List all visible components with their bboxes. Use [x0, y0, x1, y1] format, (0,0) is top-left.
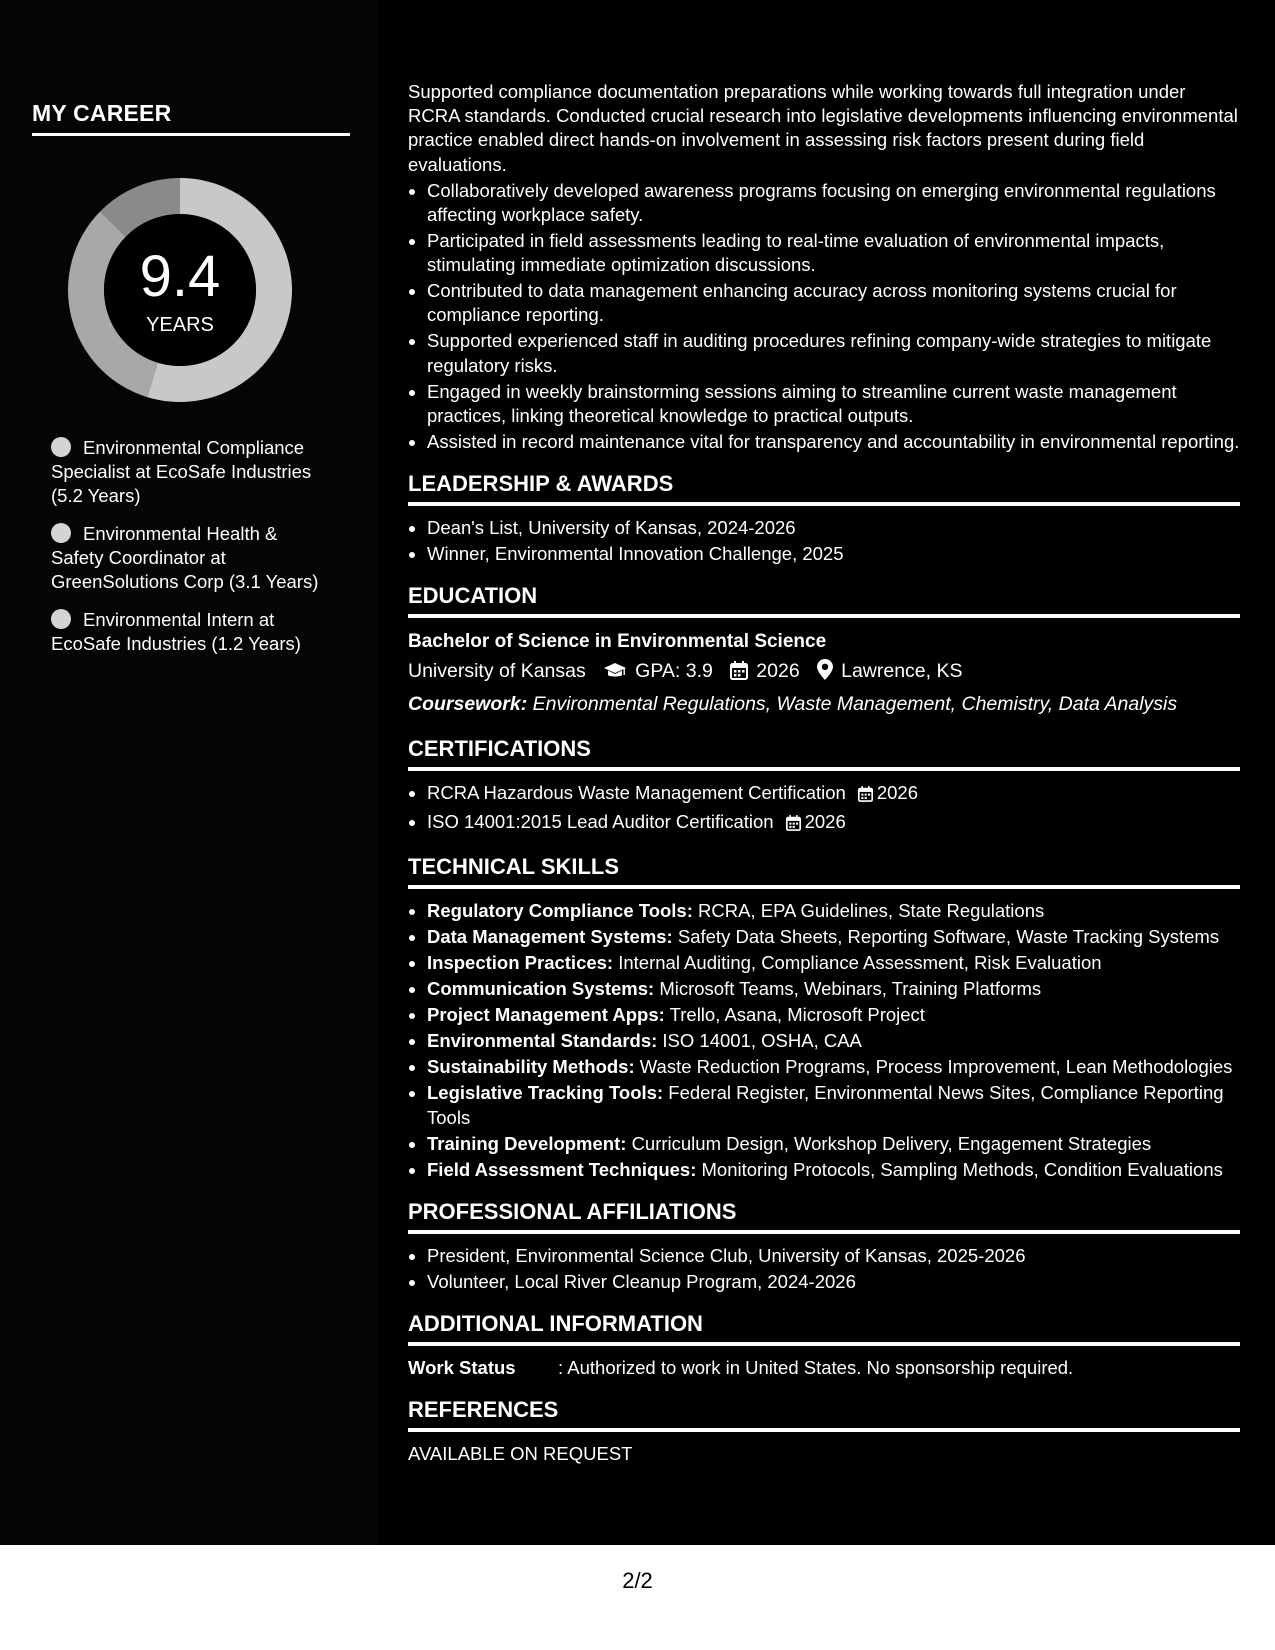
- calendar-icon: [858, 784, 873, 808]
- coursework-list: Environmental Regulations, Waste Management, Chemistry, Data Analysis: [532, 693, 1178, 716]
- career-years-donut: [66, 176, 294, 404]
- certification-item: [427, 810, 1240, 837]
- career-item-label: Environmental Compliance Specialist at EcoSafe Industries (5.2 Years): [51, 437, 312, 506]
- education-section-title: EDUCATION: [408, 582, 1240, 618]
- skill-value: Safety Data Sheets, Reporting Software, Waste Tracking Systems: [677, 926, 1220, 948]
- career-item: [51, 608, 331, 656]
- experience-summary: Supported compliance documentation preparations while working towards full integration under RCRA standards. Conducted crucial research into legislative developments influencing environmental practice enabled direct hands-on involvement in assessing risk factors present during field evaluations.: [408, 81, 1238, 175]
- skill-value: Monitoring Protocols, Sampling Methods, Condition Evaluations: [701, 1158, 1223, 1180]
- total-years-value: 9.4: [139, 244, 221, 309]
- page-number: 2/2: [622, 1568, 653, 1593]
- school-name: University of Kansas: [408, 660, 586, 683]
- career-item: [51, 436, 331, 508]
- skill-value: Microsoft Teams, Webinars, Training Platforms: [659, 978, 1042, 1000]
- award-item: • Winner, Environmental Innovation Challenge, 2025: [427, 542, 1240, 566]
- skill-value: Trello, Asana, Microsoft Project: [669, 1004, 925, 1026]
- graduation-year: 2026: [756, 660, 800, 683]
- skill-item: [427, 977, 1240, 1001]
- sidebar: [0, 0, 378, 1545]
- skill-item: [427, 1132, 1240, 1156]
- skills-list: [408, 899, 1240, 1181]
- experience-bullet: • Assisted in record maintenance vital for transparency and accountability in environmental reporting.: [427, 430, 1240, 454]
- skill-item: [427, 899, 1240, 923]
- work-status-value: : Authorized to work in United States. No sponsorship required.: [558, 1357, 1074, 1379]
- award-item: • Dean's List, University of Kansas, 2024-2026: [427, 516, 1240, 540]
- skills-section-title: TECHNICAL SKILLS: [408, 853, 1240, 889]
- certification-name: RCRA Hazardous Waste Management Certification: [427, 782, 846, 804]
- skill-value: ISO 14001, OSHA, CAA: [662, 1030, 862, 1052]
- experience-bullet: • Engaged in weekly brainstorming sessions aiming to streamline current waste management practices, linking theoretical knowledge to practical outputs.: [427, 380, 1240, 428]
- skill-label: Training Development:: [427, 1132, 627, 1154]
- skill-label: Field Assessment Techniques:: [427, 1158, 697, 1180]
- coursework: [408, 689, 1240, 719]
- certification-item: [427, 781, 1240, 808]
- additional-info-section-title: ADDITIONAL INFORMATION: [408, 1310, 1240, 1346]
- skill-item: [427, 1029, 1240, 1053]
- affiliations-list: [408, 1244, 1240, 1294]
- experience-bullet: • Supported experienced staff in auditing procedures refining company-wide strategies to mitigate regulatory risks.: [427, 329, 1240, 377]
- skill-label: Regulatory Compliance Tools:: [427, 900, 693, 922]
- coursework-label: Coursework:: [408, 693, 528, 716]
- skill-item: [427, 951, 1240, 975]
- career-item: [51, 522, 331, 594]
- skill-item: [427, 925, 1240, 949]
- skill-value: Federal Register, Environmental News Sites, Compliance Reporting Tools: [427, 1082, 1224, 1128]
- skill-item: [427, 1081, 1240, 1129]
- certifications-list: [408, 781, 1240, 837]
- experience-bullets: [408, 179, 1240, 454]
- affiliation-item: • President, Environmental Science Club, University of Kansas, 2025-2026: [427, 1244, 1240, 1268]
- bullet-dot-icon: [51, 609, 71, 629]
- gpa: GPA: 3.9: [635, 660, 713, 683]
- calendar-icon: [730, 659, 748, 689]
- career-item-label: Environmental Intern at EcoSafe Industries (1.2 Years): [51, 609, 301, 654]
- references-section-title: REFERENCES: [408, 1396, 1240, 1432]
- skill-label: Project Management Apps:: [427, 1004, 665, 1026]
- graduation-cap-icon: [603, 659, 627, 689]
- skill-label: Data Management Systems:: [427, 926, 673, 948]
- skill-value: RCRA, EPA Guidelines, State Regulations: [698, 900, 1045, 922]
- experience-bullet: • Contributed to data management enhancing accuracy across monitoring systems crucial for compliance reporting.: [427, 279, 1240, 327]
- skill-item: [427, 1158, 1240, 1182]
- leadership-list: [408, 516, 1240, 566]
- school-location: Lawrence, KS: [841, 660, 963, 683]
- experience-bullet: • Collaboratively developed awareness programs focusing on emerging environmental regulations affecting workplace safety.: [427, 179, 1240, 227]
- skill-item: [427, 1003, 1240, 1027]
- work-status-row: [408, 1356, 1240, 1380]
- references-text: AVAILABLE ON REQUEST: [408, 1443, 633, 1465]
- skill-value: Waste Reduction Programs, Process Improvement, Lean Methodologies: [639, 1056, 1233, 1078]
- work-status-label: Work Status: [408, 1357, 516, 1379]
- total-years-unit: YEARS: [146, 314, 214, 336]
- certifications-section-title: CERTIFICATIONS: [408, 735, 1240, 771]
- skill-value: Curriculum Design, Workshop Delivery, Engagement Strategies: [631, 1132, 1152, 1154]
- education-meta: [408, 656, 1240, 689]
- degree-title: Bachelor of Science in Environmental Science: [408, 631, 827, 653]
- experience-bullet: • Participated in field assessments leading to real-time evaluation of environmental impacts, stimulating immediate optimization discussions.: [427, 229, 1240, 277]
- bullet-dot-icon: [51, 437, 71, 457]
- skill-label: Legislative Tracking Tools:: [427, 1082, 664, 1104]
- skill-label: Inspection Practices:: [427, 952, 614, 974]
- skill-item: [427, 1055, 1240, 1079]
- affiliation-item: • Volunteer, Local River Cleanup Program, 2024-2026: [427, 1270, 1240, 1294]
- main-content: [408, 80, 1240, 1466]
- bullet-dot-icon: [51, 523, 71, 543]
- skill-label: Environmental Standards:: [427, 1030, 658, 1052]
- career-section-title: MY CAREER: [32, 100, 350, 136]
- certification-name: ISO 14001:2015 Lead Auditor Certification: [427, 811, 774, 833]
- location-pin-icon: [817, 659, 833, 689]
- skill-label: Communication Systems:: [427, 978, 655, 1000]
- certification-date: 2026: [876, 782, 918, 804]
- affiliations-section-title: PROFESSIONAL AFFILIATIONS: [408, 1198, 1240, 1234]
- skill-label: Sustainability Methods:: [427, 1056, 635, 1078]
- skill-value: Internal Auditing, Compliance Assessment, Risk Evaluation: [618, 952, 1102, 974]
- career-legend: [51, 436, 331, 670]
- calendar-icon: [786, 813, 801, 837]
- certification-date: 2026: [804, 811, 846, 833]
- career-item-label: Environmental Health & Safety Coordinator at GreenSolutions Corp (3.1 Years): [51, 523, 319, 592]
- leadership-section-title: LEADERSHIP & AWARDS: [408, 470, 1240, 506]
